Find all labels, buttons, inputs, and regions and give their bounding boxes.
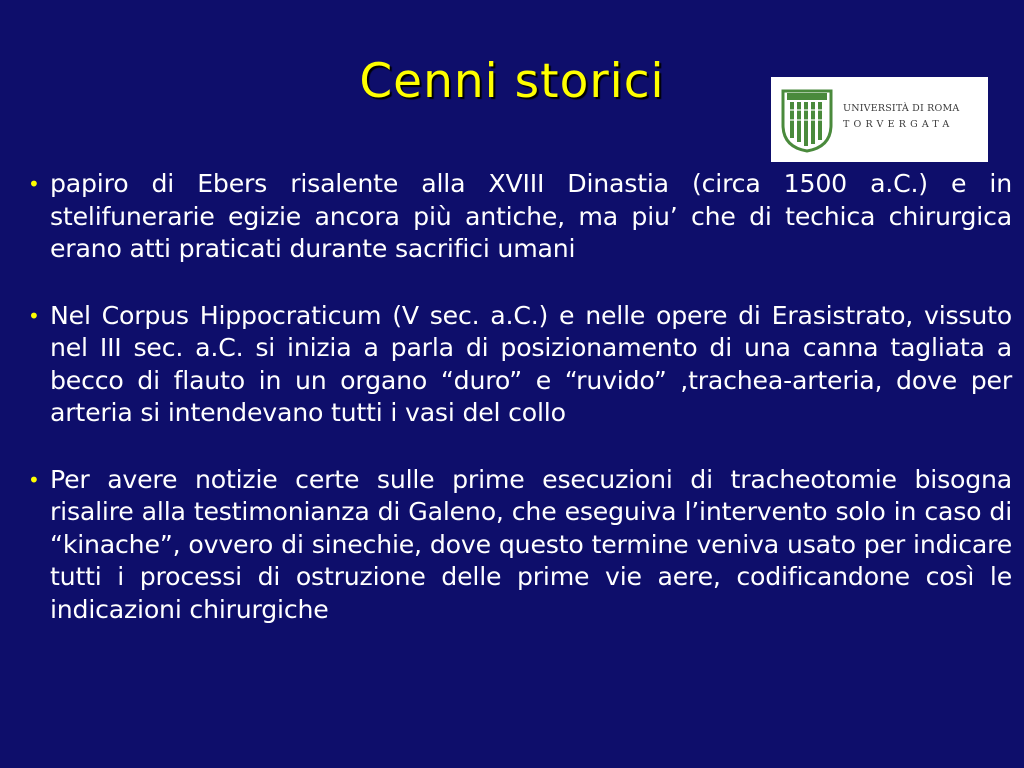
bullet-text: papiro di Ebers risalente alla XVIII Dinastia (circa 1500 a.C.) e in stelifunerarie egizie ancora più antiche, ma piu’ che di techica chirurgica erano atti praticati durante sacrifici umani	[50, 169, 1012, 263]
bullet-marker-icon: •	[28, 303, 40, 328]
bullet-item	[28, 300, 1012, 430]
bullet-text: Per avere notizie certe sulle prime esecuzioni di tracheotomie bisogna risalire alla testimonianza di Galeno, che eseguiva l’intervento solo in caso di “kinache”, ovvero di sinechie, dove questo termine veniva usato per indicare tutti i processi di ostruzione delle prime vie aere, codificandone così le indicazioni chirurgiche	[50, 464, 1012, 624]
university-logo	[771, 77, 988, 162]
bullet-list	[28, 168, 1012, 660]
bullet-item	[28, 464, 1012, 627]
bullet-marker-icon: •	[28, 172, 40, 196]
logo-text-line1: UNIVERSITÀ DI ROMA	[843, 103, 960, 114]
bullet-marker-icon: •	[28, 467, 40, 492]
slide-title: Cenni storici	[359, 54, 665, 109]
university-emblem-icon	[777, 85, 837, 153]
bullet-item	[28, 168, 1012, 266]
bullet-text: Nel Corpus Hippocraticum (V sec. a.C.) e nelle opere di Erasistrato, vissuto nel III sec. a.C. si inizia a parla di posizionamento di una canna tagliata a becco di flauto in un organo “duro” e “ruvido” ,trachea-arteria, dove per arteria si intendevano tutti i vasi del collo	[50, 300, 1012, 427]
logo-text-line2: TORVERGATA	[843, 119, 954, 130]
